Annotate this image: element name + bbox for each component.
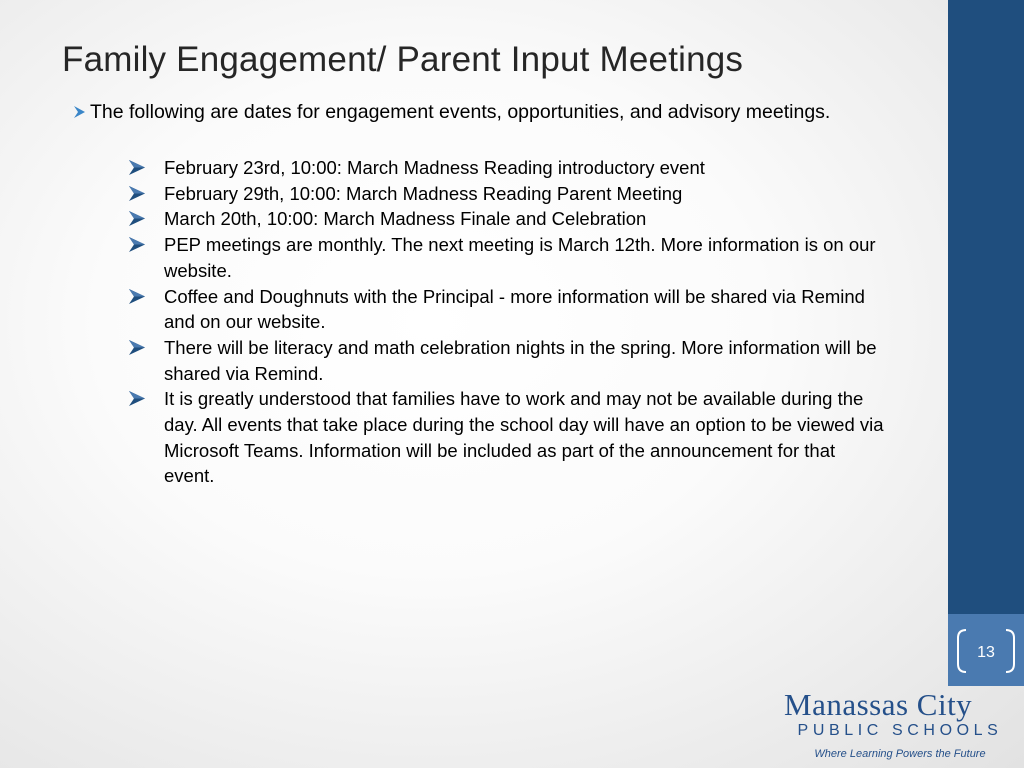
list-item-text: There will be literacy and math celebration nights in the spring. More information will be shared via Remind. [164,336,877,384]
page-number: 13 [977,644,995,661]
arrow-bullet-icon [128,210,146,227]
list-item [128,206,888,232]
arrow-bullet-icon [128,339,146,356]
list-item-text: February 23rd, 10:00: March Madness Reading introductory event [164,157,705,178]
event-list [128,155,888,489]
list-item [128,386,888,489]
school-logo [776,686,1024,768]
slide-title: Family Engagement/ Parent Input Meetings [62,40,744,79]
arrow-bullet-icon [128,390,146,407]
logo-subtitle: PUBLIC SCHOOLS [797,722,1003,739]
list-item-text: Coffee and Doughnuts with the Principal - more information will be shared via Remind and on our website. [164,285,865,333]
list-item [128,155,888,181]
arrow-bullet-icon [128,288,146,305]
page-number-box [948,614,1024,686]
list-item [128,232,888,283]
sidebar-bar [948,0,1024,614]
arrow-bullet-icon [128,236,146,253]
logo-tagline: Where Learning Powers the Future [814,748,986,760]
list-item-text: It is greatly understood that families have to work and may not be available during the day. All events that take place during the school day will have an option to be viewed via Microsoft Teams. Information will be included as part of the announcement for that event. [164,388,884,487]
list-item [128,181,888,207]
logo-name: Manassas City [784,687,973,722]
list-item [128,335,888,386]
list-item [128,284,888,335]
list-item-text: March 20th, 10:00: March Madness Finale and Celebration [164,208,647,230]
arrow-bullet-icon [73,105,86,119]
arrow-bullet-icon [128,185,146,202]
list-item-text: February 29th, 10:00: March Madness Reading Parent Meeting [164,182,683,204]
arrow-bullet-icon [128,159,146,176]
list-item-text: PEP meetings are monthly. The next meeting is March 12th. More information is on our website. [164,234,876,281]
intro-paragraph [73,99,873,126]
intro-text: The following are dates for engagement events, opportunities, and advisory meetings. [90,101,831,123]
